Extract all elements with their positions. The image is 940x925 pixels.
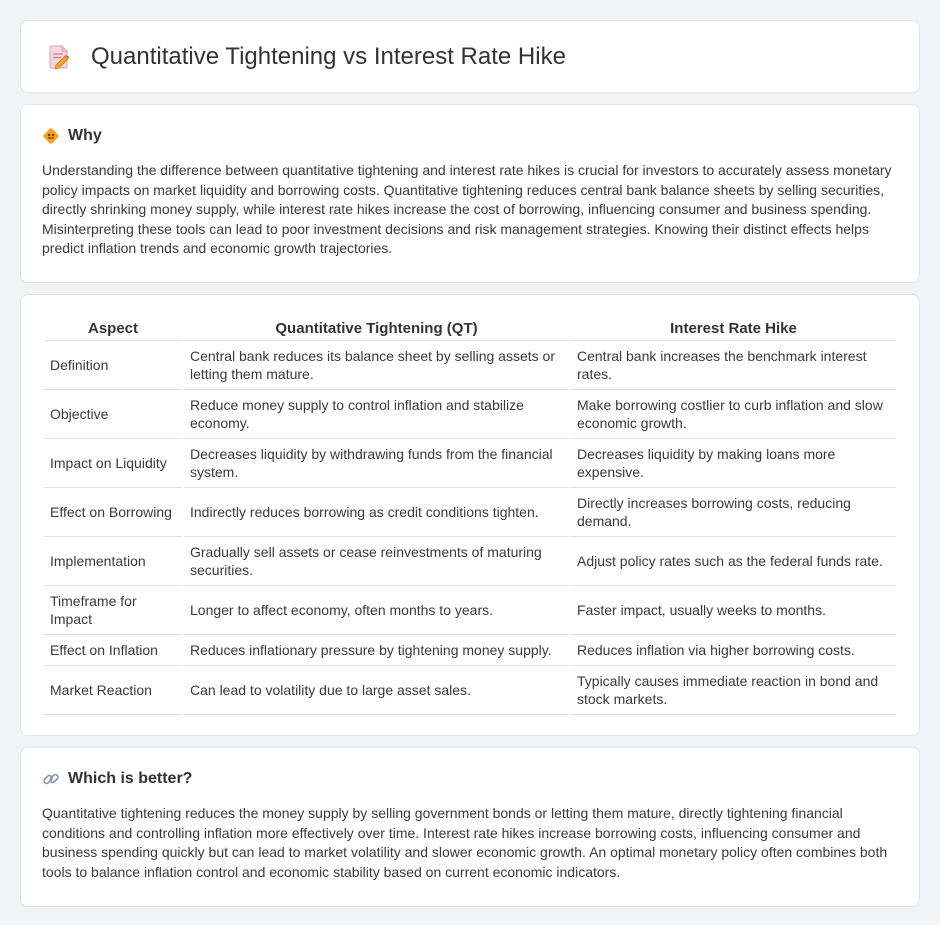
cell-rate-hike: Faster impact, usually weeks to months. (571, 586, 896, 635)
comparison-table (42, 315, 898, 715)
cell-aspect: Impact on Liquidity (44, 439, 182, 488)
cell-rate-hike: Adjust policy rates such as the federal funds rate. (571, 537, 896, 586)
table-row (44, 586, 896, 635)
table-row (44, 488, 896, 537)
cell-rate-hike: Make borrowing costlier to curb inflation and slow economic growth. (571, 390, 896, 439)
cell-rate-hike: Directly increases borrowing costs, reducing demand. (571, 488, 896, 537)
cell-qt: Reduce money supply to control inflation and stabilize economy. (184, 390, 569, 439)
cell-rate-hike: Reduces inflation via higher borrowing costs. (571, 635, 896, 666)
why-heading: Why (68, 127, 102, 144)
table-row (44, 537, 896, 586)
cell-aspect: Effect on Inflation (44, 635, 182, 666)
cell-qt: Central bank reduces its balance sheet by selling assets or letting them mature. (184, 341, 569, 390)
document-pencil-icon (47, 44, 71, 70)
page-title: Quantitative Tightening vs Interest Rate Hike (91, 42, 566, 70)
diamond-sign-icon (42, 127, 60, 145)
cell-rate-hike: Central bank increases the benchmark interest rates. (571, 341, 896, 390)
cell-rate-hike: Typically causes immediate reaction in bond and stock markets. (571, 666, 896, 715)
better-heading: Which is better? (68, 770, 193, 787)
comparison-table-card (20, 294, 920, 736)
why-header (42, 127, 898, 145)
cell-qt: Longer to affect economy, often months to years. (184, 586, 569, 635)
why-text: Understanding the difference between quantitative tightening and interest rate hikes is crucial for investors to accurately assess monetary policy impacts on market liquidity and borrowing costs. Quantitative tightening reduces central bank balance sheets by selling securities, directly shrinking money supply, while interest rate hikes increase the cost of borrowing, influencing consumer and business spending. Misinterpreting these tools can lead to poor investment decisions and risk management strategies. Knowing their distinct effects helps predict inflation trends and economic growth trajectories. (42, 162, 892, 256)
cell-qt: Indirectly reduces borrowing as credit conditions tighten. (184, 488, 569, 537)
table-row (44, 341, 896, 390)
cell-aspect: Effect on Borrowing (44, 488, 182, 537)
table-header-row (44, 315, 896, 341)
link-icon (42, 770, 60, 788)
cell-qt: Gradually sell assets or cease reinvestments of maturing securities. (184, 537, 569, 586)
table-row (44, 439, 896, 488)
header-card (20, 20, 920, 93)
cell-qt: Reduces inflationary pressure by tightening money supply. (184, 635, 569, 666)
why-section (20, 104, 920, 283)
cell-aspect: Definition (44, 341, 182, 390)
better-header (42, 770, 898, 788)
cell-qt: Decreases liquidity by withdrawing funds from the financial system. (184, 439, 569, 488)
table-row (44, 390, 896, 439)
header-aspect: Aspect (44, 315, 182, 341)
header-qt: Quantitative Tightening (QT) (184, 315, 569, 341)
better-text: Quantitative tightening reduces the money supply by selling government bonds or letting them mature, directly tightening financial conditions and controlling inflation more effectively over time. Interest rate hikes increase borrowing costs, influencing consumer and business spending quickly but can lead to market volatility and slower economic growth. An optimal monetary policy often combines both tools to balance inflation control and economic stability based on current economic indicators. (42, 805, 888, 880)
better-section (20, 747, 920, 907)
table-row (44, 666, 896, 715)
cell-rate-hike: Decreases liquidity by making loans more expensive. (571, 439, 896, 488)
cell-aspect: Objective (44, 390, 182, 439)
table-row (44, 635, 896, 666)
cell-aspect: Implementation (44, 537, 182, 586)
header-rate-hike: Interest Rate Hike (571, 315, 896, 341)
cell-qt: Can lead to volatility due to large asset sales. (184, 666, 569, 715)
cell-aspect: Timeframe for Impact (44, 586, 182, 635)
cell-aspect: Market Reaction (44, 666, 182, 715)
